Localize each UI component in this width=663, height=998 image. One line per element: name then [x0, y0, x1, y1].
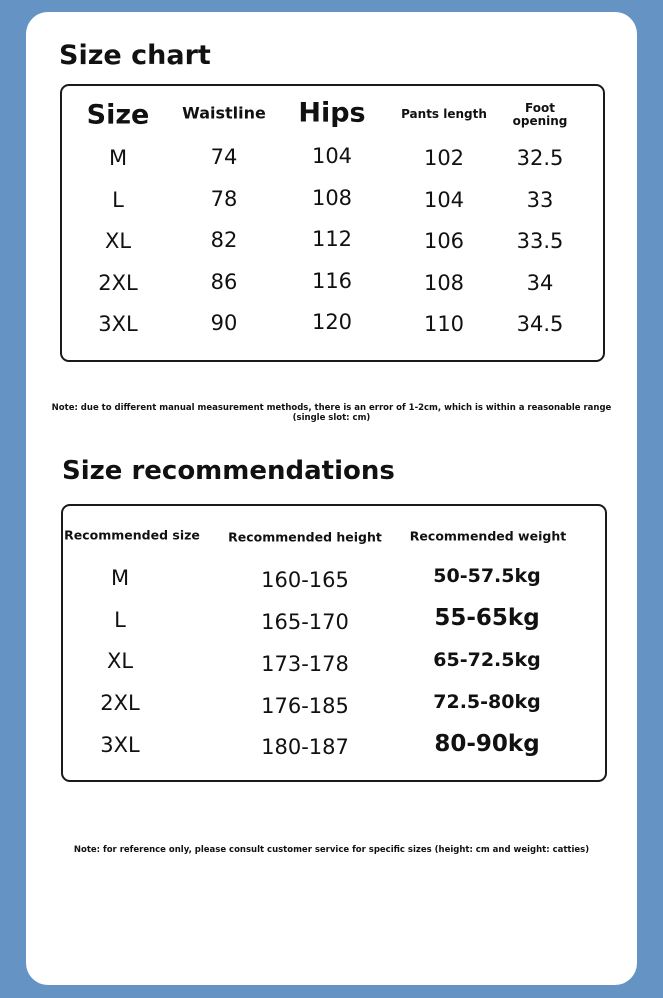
chart-cell: 3XL: [98, 312, 138, 336]
rec-cell: 80-90kg: [434, 731, 540, 757]
rec-cell: 3XL: [100, 733, 140, 757]
chart-cell: 86: [210, 270, 238, 294]
chart-cell: 34: [526, 271, 554, 295]
rec-cell: 160-165: [261, 568, 349, 592]
header-hips: Hips: [298, 97, 366, 129]
chart-cell: 74: [210, 145, 238, 169]
rec-cell: 165-170: [261, 610, 349, 634]
rec-cell: 176-185: [261, 694, 349, 718]
chart-cell: 78: [210, 187, 238, 211]
reference-note: Note: for reference only, please consult customer service for specific sizes (height: cm and weight: catties): [73, 845, 590, 855]
header-size: Size: [86, 99, 150, 131]
chart-cell: 104: [423, 188, 465, 212]
rec-cell: L: [114, 608, 126, 632]
header-recommended-weight: Recommended weight: [409, 528, 567, 544]
chart-cell: 82: [210, 228, 238, 252]
header-waistline: Waistline: [182, 103, 266, 123]
header-pants-length: Pants length: [401, 107, 487, 121]
chart-cell: 2XL: [98, 271, 138, 295]
chart-cell: 32.5: [516, 146, 564, 170]
header-recommended-size: Recommended size: [64, 527, 200, 543]
measurement-note: Note: due to different manual measurement methods, there is an error of 1-2cm, which is within a reasonable range (single slot: cm): [51, 403, 612, 423]
chart-cell: 90: [210, 311, 238, 335]
chart-cell: 104: [311, 144, 353, 168]
chart-cell: 33.5: [516, 229, 564, 253]
size-recommendations-title: Size recommendations: [62, 456, 395, 486]
chart-cell: L: [112, 188, 124, 212]
chart-cell: 108: [311, 186, 353, 210]
rec-cell: XL: [106, 649, 134, 673]
header-recommended-height: Recommended height: [228, 529, 382, 545]
chart-cell: 106: [423, 229, 465, 253]
rec-cell: 50-57.5kg: [433, 565, 541, 587]
rec-cell: 180-187: [261, 735, 349, 759]
rec-cell: 173-178: [261, 652, 349, 676]
rec-cell: 72.5-80kg: [433, 691, 541, 713]
chart-cell: XL: [104, 229, 132, 253]
rec-cell: 2XL: [100, 691, 140, 715]
rec-cell: 55-65kg: [434, 605, 540, 631]
rec-cell: 65-72.5kg: [433, 649, 541, 671]
size-chart-title: Size chart: [59, 40, 211, 71]
chart-cell: 33: [526, 188, 554, 212]
chart-cell: 112: [311, 227, 353, 251]
chart-cell: 102: [423, 146, 465, 170]
chart-cell: 116: [311, 269, 353, 293]
header-foot-opening: Foot opening: [512, 101, 568, 128]
chart-cell: M: [108, 146, 128, 170]
chart-cell: 108: [423, 271, 465, 295]
rec-cell: M: [110, 566, 130, 590]
chart-cell: 120: [311, 310, 353, 334]
chart-cell: 34.5: [516, 312, 564, 336]
chart-cell: 110: [423, 312, 465, 336]
